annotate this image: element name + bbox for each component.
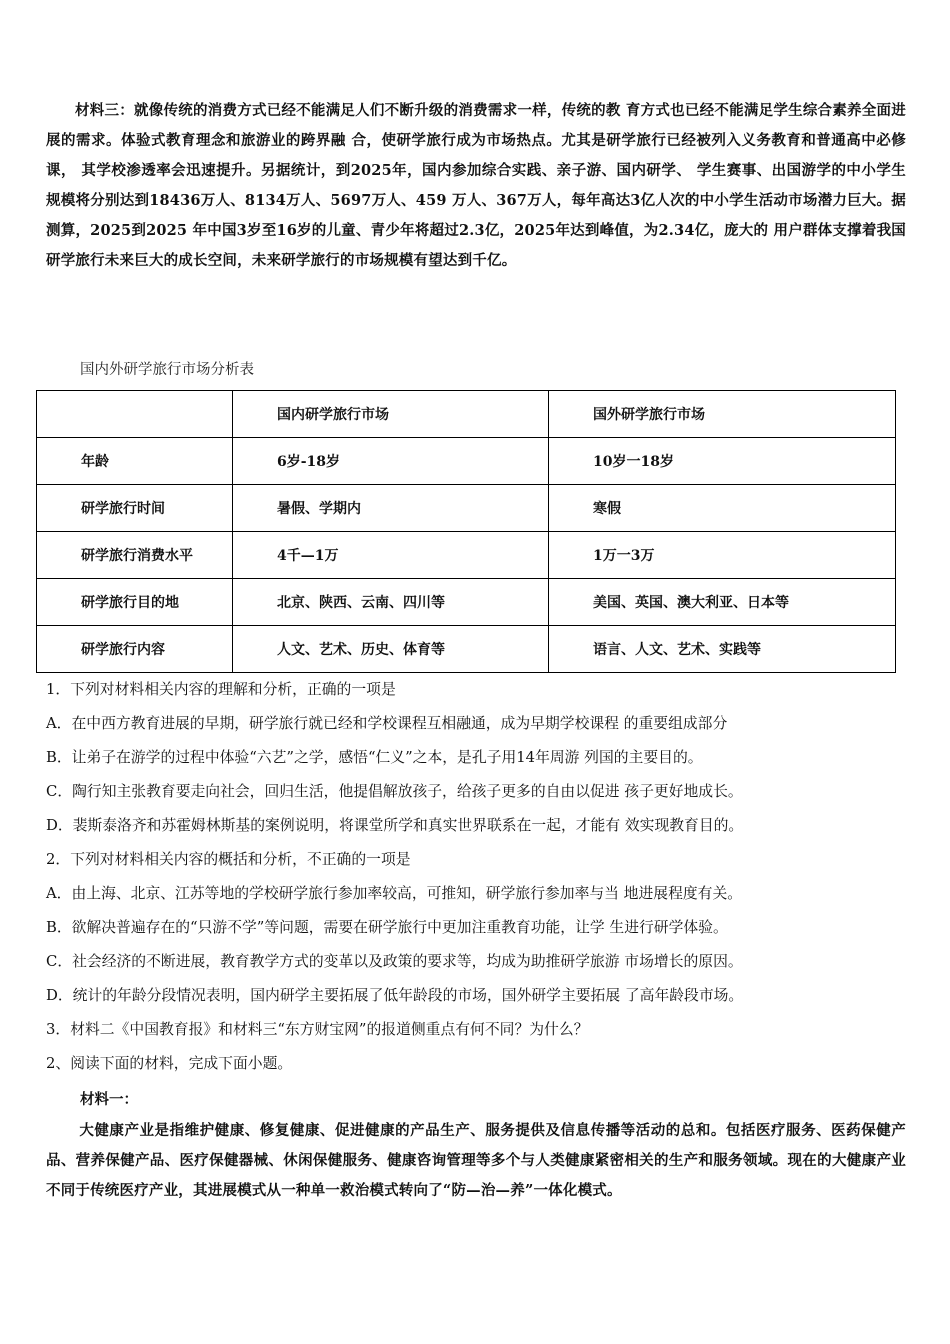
question-2-option-d: D．统计的年龄分段情况表明，国内研学主要拓展了低年龄段的市场，国外研学主要拓展 了高年龄段市场。	[46, 987, 744, 1004]
table-cell: 4千—1万	[233, 532, 549, 579]
table-cell: 语言、人文、艺术、实践等	[549, 626, 896, 673]
table-cell: 1万一3万	[549, 532, 896, 579]
table-cell: 人文、艺术、历史、体育等	[233, 626, 549, 673]
table-cell: 研学旅行目的地	[37, 579, 233, 626]
table-cell: 暑假、学期内	[233, 485, 549, 532]
table-cell: 6岁-18岁	[233, 438, 549, 485]
question-2-option-b: B．欲解决普遍存在的“只游不学”等问题，需要在研学旅行中更加注重教育功能，让学 生进行研学体验。	[46, 919, 728, 936]
question-1-option-d: D．裴斯泰洛齐和苏霍姆林斯基的案例说明，将课堂所学和真实世界联系在一起，才能有 效实现教育目的。	[46, 817, 744, 834]
table-row	[37, 579, 896, 626]
material-3-text: 材料三：就像传统的消费方式已经不能满足人们不断升级的消费需求一样，传统的教 育方式也已经不能满足学生综合素养全面进展的需求。体验式教育理念和旅游业的跨界融 合，使研学旅行成为市场热点。尤其是研学旅行已经被列入义务教育和普通高中必修课， 其学校渗透率会迅速提升。另据统计，到2025年，国内参加综合实践、亲子游、国内研学、 学生赛事、出国游学的中小学生规模将分别达到18436万人、8134万人、5697万人、459 万人、367万人，每年高达3亿人次的中小学生活动市场潜力巨大。据测算，2025到2025 年中国3岁至16岁的儿童、青少年将超过2.3亿，2025年达到峰值，为2.34亿，庞大的 用户群体支撑着我国研学旅行未来巨大的成长空间，未来研学旅行的市场规模有望达到千亿。	[46, 102, 906, 269]
table-header-cell	[37, 391, 233, 438]
table-cell: 研学旅行时间	[37, 485, 233, 532]
question-1-option-a: A．在中西方教育进展的早期，研学旅行就已经和学校课程互相融通，成为早期学校课程 的重要组成部分	[46, 715, 728, 732]
material-1-label: 材料一：	[80, 1091, 138, 1108]
question-3: 3．材料二《中国教育报》和材料三“东方财宝网”的报道侧重点有何不同？为什么？	[46, 1021, 589, 1038]
section-2-instruction: 2、阅读下面的材料，完成下面小题。	[46, 1055, 293, 1072]
question-2-option-a: A．由上海、北京、江苏等地的学校研学旅行参加率较高，可推知，研学旅行参加率与当 地进展程度有关。	[46, 885, 743, 902]
table-header-cell: 国内研学旅行市场	[233, 391, 549, 438]
table-cell: 10岁一18岁	[549, 438, 896, 485]
table-cell: 年龄	[37, 438, 233, 485]
table-cell: 研学旅行消费水平	[37, 532, 233, 579]
table-header-row	[37, 391, 896, 438]
table-header-cell: 国外研学旅行市场	[549, 391, 896, 438]
material-3-paragraph	[46, 96, 906, 276]
material-1-text: 大健康产业是指维护健康、修复健康、促进健康的产品生产、服务提供及信息传播等活动的总和。包括医疗服务、医药保健产品、营养保健产品、医疗保健器械、休闲保健服务、健康咨询管理等多个与人类健康紧密相关的生产和服务领域。现在的大健康产业不同于传统医疗产业，其进展模式从一种单一救治模式转向了“防—治—养”一体化模式。	[46, 1122, 906, 1199]
table-cell: 北京、陕西、云南、四川等	[233, 579, 549, 626]
table-row	[37, 485, 896, 532]
question-1-option-b: B．让弟子在游学的过程中体验“六艺”之学，感悟“仁义”之本，是孔子用14年周游 列国的主要目的。	[46, 749, 703, 766]
table-cell: 美国、英国、澳大利亚、日本等	[549, 579, 896, 626]
question-2-stem: 2．下列对材料相关内容的概括和分析，不正确的一项是	[46, 851, 411, 868]
table-cell: 寒假	[549, 485, 896, 532]
table-row	[37, 626, 896, 673]
question-1-option-c: C．陶行知主张教育要走向社会，回归生活，他提倡解放孩子，给孩子更多的自由以促进 孩子更好地成长。	[46, 783, 743, 800]
market-analysis-table	[36, 390, 896, 673]
table-caption: 国内外研学旅行市场分析表	[80, 362, 254, 378]
table-row	[37, 532, 896, 579]
table-row	[37, 438, 896, 485]
table-cell: 研学旅行内容	[37, 626, 233, 673]
material-1-paragraph	[46, 1116, 906, 1206]
question-2-option-c: C．社会经济的不断进展，教育教学方式的变革以及政策的要求等，均成为助推研学旅游 市场增长的原因。	[46, 953, 743, 970]
question-1-stem: 1．下列对材料相关内容的理解和分析，正确的一项是	[46, 681, 396, 698]
